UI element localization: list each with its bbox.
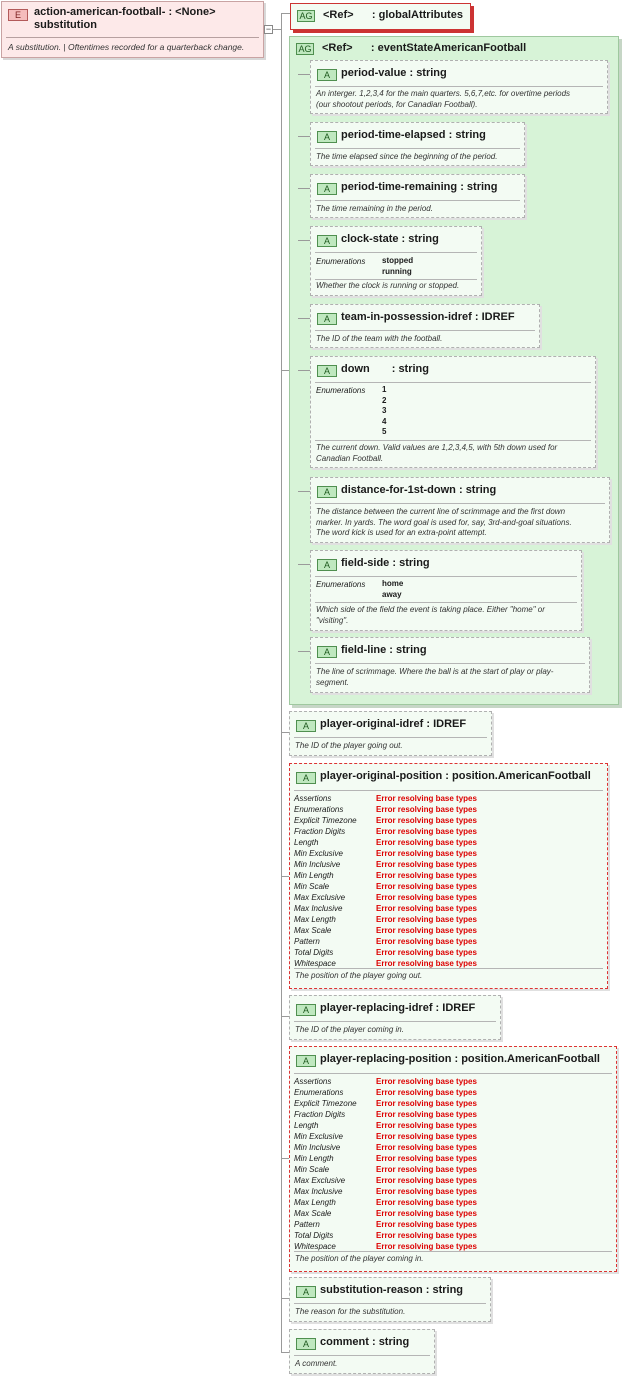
facet-label: Enumerations	[294, 805, 344, 814]
description-line: Canadian Football.	[316, 453, 384, 463]
facet-label: Min Scale	[294, 882, 330, 891]
attribute-field-line[interactable]	[310, 637, 590, 693]
description-line: "visiting".	[316, 615, 349, 625]
attribute-badge-icon: A	[317, 646, 337, 658]
attribute-name	[341, 67, 447, 79]
attribute-description: The position of the player going out.	[295, 971, 423, 980]
connector-h-player-original-position	[281, 876, 289, 877]
attribute-description	[316, 152, 520, 163]
attribute-type-text: : string	[389, 644, 427, 656]
facet-error: Error resolving base types	[376, 827, 477, 836]
attribute-separator	[294, 790, 603, 791]
connector-h-global	[281, 13, 290, 14]
attribute-name	[320, 1053, 600, 1065]
enumeration-value: 5	[382, 427, 387, 436]
facet-label: Max Inclusive	[294, 904, 343, 913]
attribute-type-text: : string	[392, 557, 430, 569]
attribute-name-text: period-time-elapsed	[341, 129, 446, 141]
root-element-title-line2: substitution	[34, 19, 97, 31]
facet-error: Error resolving base types	[376, 1198, 477, 1207]
facet-error: Error resolving base types	[376, 1242, 477, 1251]
facet-error: Error resolving base types	[376, 915, 477, 924]
description-line: Which side of the field the event is taking place. Either "home" or	[316, 605, 545, 614]
facet-label: Explicit Timezone	[294, 816, 357, 825]
attribute-separator	[315, 86, 603, 87]
facet-label: Whitespace	[294, 1242, 336, 1251]
attribute-separator	[315, 602, 577, 603]
attribute-separator	[315, 663, 585, 664]
attribute-badge-icon: A	[296, 720, 316, 732]
attribute-name	[341, 557, 430, 569]
attribute-separator	[315, 503, 605, 504]
attribute-name	[320, 1002, 475, 1014]
attribute-comment[interactable]	[289, 1329, 435, 1374]
attribute-name-text: period-time-remaining	[341, 181, 458, 193]
facet-label: Pattern	[294, 1220, 320, 1229]
description-line: The ID of the team with the football.	[316, 334, 443, 343]
facet-error: Error resolving base types	[376, 1220, 477, 1229]
attribute-separator	[294, 968, 603, 969]
attribute-name	[341, 311, 515, 323]
element-badge-icon: E	[8, 9, 28, 21]
description-line: The line of scrimmage. Where the ball is at the start of play or play-	[316, 667, 554, 676]
root-element-title	[34, 6, 216, 32]
facet-labels	[294, 793, 357, 969]
attribute-type-text: : position.AmericanFootball	[445, 770, 591, 782]
facet-error: Error resolving base types	[376, 838, 477, 847]
facet-label: Assertions	[294, 794, 332, 803]
facet-label: Max Inclusive	[294, 1187, 343, 1196]
facet-label: Length	[294, 838, 319, 847]
attribute-name-text: period-value	[341, 67, 407, 79]
attribute-distance-for-1st-down[interactable]	[310, 477, 610, 543]
enumerations-label: Enumerations	[316, 386, 366, 395]
attribute-description	[316, 281, 477, 292]
attribute-badge-icon: A	[317, 235, 337, 247]
facet-label: Min Length	[294, 871, 334, 880]
attribute-name-text: comment	[320, 1336, 369, 1348]
attribute-badge-icon: A	[317, 131, 337, 143]
facet-error: Error resolving base types	[376, 1132, 477, 1141]
attribute-badge-icon: A	[296, 1004, 316, 1016]
facet-error: Error resolving base types	[376, 860, 477, 869]
attribute-separator	[315, 576, 577, 577]
attribute-description	[316, 443, 591, 464]
description-line: The time remaining in the period.	[316, 204, 433, 213]
connector-h-period-time-elapsed	[298, 136, 310, 137]
facet-label: Min Scale	[294, 1165, 330, 1174]
description-line: The word kick is used for an extra-point attempt.	[316, 528, 487, 537]
connector-h-player-original-idref	[281, 732, 289, 733]
event-state-title: <Ref> : eventStateAmericanFootball	[322, 42, 527, 54]
attribute-badge-icon: A	[317, 486, 337, 498]
enumeration-values	[382, 579, 403, 600]
collapse-toggle-button[interactable]	[264, 25, 273, 34]
connector-h-player-replacing-idref	[281, 1016, 289, 1017]
attribute-description: The reason for the substitution.	[295, 1307, 406, 1316]
enumeration-value: running	[382, 266, 412, 276]
attribute-description: The ID of the player coming in.	[295, 1025, 404, 1034]
attribute-badge-icon: A	[296, 772, 316, 784]
attribute-type-text: : IDREF	[474, 311, 515, 323]
attribute-name-text: down	[341, 363, 370, 375]
facet-error: Error resolving base types	[376, 893, 477, 902]
facet-error: Error resolving base types	[376, 926, 477, 935]
facet-label: Min Inclusive	[294, 1143, 341, 1152]
attribute-description	[316, 507, 605, 539]
facet-error: Error resolving base types	[376, 882, 477, 891]
attribute-name-text: player-replacing-position	[320, 1053, 452, 1065]
facet-error: Error resolving base types	[376, 849, 477, 858]
facet-error: Error resolving base types	[376, 1099, 477, 1108]
attribute-separator	[294, 1073, 612, 1074]
attribute-name-text: player-replacing-idref	[320, 1002, 433, 1014]
facet-error: Error resolving base types	[376, 1143, 477, 1152]
attribute-clock-state[interactable]	[310, 226, 482, 296]
connector-h-field-line	[298, 651, 310, 652]
facet-label: Min Exclusive	[294, 1132, 343, 1141]
attribute-name-text: field-side	[341, 557, 390, 569]
description-line: Whether the clock is running or stopped.	[316, 281, 460, 290]
attribute-description	[316, 667, 585, 688]
attribute-badge-icon: A	[317, 183, 337, 195]
facet-error: Error resolving base types	[376, 1165, 477, 1174]
attribute-type-text: : position.AmericanFootball	[454, 1053, 600, 1065]
facet-label: Min Inclusive	[294, 860, 341, 869]
facet-label: Total Digits	[294, 1231, 334, 1240]
attribute-separator	[315, 200, 520, 201]
attribute-name	[341, 129, 486, 141]
connector-h-period-value	[298, 74, 310, 75]
attribute-name	[320, 1336, 409, 1348]
attribute-separator	[294, 737, 487, 738]
attribute-separator	[315, 279, 477, 280]
attribute-period-time-elapsed[interactable]	[310, 122, 525, 166]
facet-values	[376, 793, 477, 969]
attribute-player-original-idref[interactable]	[289, 711, 492, 756]
enumerations-label: Enumerations	[316, 580, 366, 589]
enumeration-value: stopped	[382, 256, 414, 265]
attribute-type-text: : string	[448, 129, 486, 141]
attribute-separator	[315, 252, 477, 253]
connector-spine	[281, 13, 282, 1352]
global-attributes-group[interactable]	[290, 3, 471, 30]
facet-error: Error resolving base types	[376, 948, 477, 957]
attribute-type-text: : IDREF	[435, 1002, 476, 1014]
description-line: segment.	[316, 677, 349, 687]
attribute-separator	[294, 1021, 496, 1022]
attribute-type-text: : string	[458, 484, 497, 496]
facet-error: Error resolving base types	[376, 1176, 477, 1185]
attribute-type-text: : string	[401, 233, 439, 245]
root-element-description: A substitution. | Oftentimes recorded for a quarterback change.	[8, 42, 245, 52]
attribute-type-text: : string	[425, 1284, 464, 1296]
connector-h-player-replacing-position	[281, 1158, 289, 1159]
attribute-badge-icon: A	[296, 1286, 316, 1298]
facet-label: Total Digits	[294, 948, 334, 957]
enumeration-value: away	[382, 589, 402, 599]
facet-label: Max Exclusive	[294, 893, 346, 902]
enumerations-label: Enumerations	[316, 257, 366, 266]
facet-label: Enumerations	[294, 1088, 344, 1097]
attribute-player-replacing-idref[interactable]	[289, 995, 501, 1040]
facet-error: Error resolving base types	[376, 805, 477, 814]
attribute-name-text: team-in-possession-idref	[341, 311, 472, 323]
attribute-separator	[315, 440, 591, 441]
attribute-description: The position of the player coming in.	[295, 1254, 424, 1263]
attribute-player-original-position[interactable]	[289, 763, 608, 989]
facet-label: Explicit Timezone	[294, 1099, 357, 1108]
attribute-badge-icon: A	[317, 69, 337, 81]
enumeration-values	[382, 256, 413, 277]
facet-label: Max Scale	[294, 1209, 332, 1218]
attribute-separator	[315, 330, 535, 331]
attribute-name	[341, 181, 497, 193]
facet-label: Max Scale	[294, 926, 332, 935]
attribute-name-text: distance-for-1st-down	[341, 484, 456, 496]
attribute-description	[316, 204, 520, 215]
facet-label: Assertions	[294, 1077, 332, 1086]
description-line: The distance between the current line of scrimmage and the first down	[316, 507, 566, 516]
attribute-badge-icon: A	[317, 313, 337, 325]
attribute-separator	[294, 1303, 486, 1304]
root-element[interactable]	[1, 1, 264, 58]
connector-h-substitution-reason	[281, 1298, 289, 1299]
attribute-type-text: : string	[391, 363, 429, 375]
description-line: (our shootout periods, for Canadian Football).	[316, 99, 478, 109]
facet-error: Error resolving base types	[376, 959, 477, 968]
connector-h-distance	[298, 491, 310, 492]
description-line: marker. In yards. The word goal is used for, say, 3rd-and-goal situations.	[316, 517, 572, 527]
attribute-field-side[interactable]	[310, 550, 582, 631]
facet-error: Error resolving base types	[376, 1121, 477, 1130]
facet-error: Error resolving base types	[376, 1110, 477, 1119]
collapse-toggle-symbol: −	[265, 24, 272, 34]
facet-label: Whitespace	[294, 959, 336, 968]
facet-label: Max Length	[294, 1198, 336, 1207]
attribute-description	[316, 334, 535, 345]
enumeration-value: 1	[382, 385, 387, 394]
facet-values	[376, 1076, 477, 1252]
attribute-badge-icon: A	[296, 1055, 316, 1067]
facet-label: Min Length	[294, 1154, 334, 1163]
attribute-name-text: substitution-reason	[320, 1284, 423, 1296]
connector-h-team-in-possession	[298, 318, 310, 319]
description-line: The time elapsed since the beginning of the period.	[316, 152, 498, 161]
attribute-description	[316, 605, 577, 626]
attribute-name	[320, 1284, 463, 1296]
connector-h-period-time-remaining	[298, 188, 310, 189]
facet-label: Max Exclusive	[294, 1176, 346, 1185]
connector-stub	[273, 29, 281, 30]
facet-error: Error resolving base types	[376, 1154, 477, 1163]
attribute-player-replacing-position[interactable]	[289, 1046, 617, 1272]
description-line: The current down. Valid values are 1,2,3,4,5, with 5th down used for	[316, 443, 558, 452]
facet-error: Error resolving base types	[376, 816, 477, 825]
facet-label: Length	[294, 1121, 319, 1130]
facet-label: Fraction Digits	[294, 827, 346, 836]
description-line: An interger. 1,2,3,4 for the main quarters. 5,6,7,etc. for overtime periods	[316, 89, 571, 98]
attribute-type-text: : IDREF	[426, 718, 467, 730]
enumeration-value: 3	[382, 406, 387, 415]
facet-error: Error resolving base types	[376, 794, 477, 803]
attribute-name-text: clock-state	[341, 233, 399, 245]
enumeration-value: home	[382, 579, 404, 588]
attribute-name	[341, 644, 427, 656]
attribute-name	[341, 484, 496, 496]
global-attributes-title: <Ref> : globalAttributes	[323, 9, 463, 21]
attribute-separator	[315, 382, 591, 383]
enumeration-values	[382, 385, 386, 438]
facet-error: Error resolving base types	[376, 904, 477, 913]
attribute-separator	[294, 1355, 430, 1356]
facet-label: Fraction Digits	[294, 1110, 346, 1119]
attribute-period-time-remaining[interactable]	[310, 174, 525, 218]
attribute-badge-icon: A	[317, 365, 337, 377]
attribute-period-value[interactable]	[310, 60, 608, 114]
connector-h-clock-state	[298, 240, 310, 241]
attribute-substitution-reason[interactable]	[289, 1277, 491, 1322]
attribute-badge-icon: A	[317, 559, 337, 571]
facet-label: Max Length	[294, 915, 336, 924]
attribute-name-text: player-original-position	[320, 770, 443, 782]
facet-label: Min Exclusive	[294, 849, 343, 858]
attribute-badge-icon: A	[296, 1338, 316, 1350]
attribute-separator	[315, 148, 520, 149]
connector-h-comment	[281, 1352, 289, 1353]
enumeration-value: 4	[382, 416, 387, 426]
connector-h-down	[298, 370, 310, 371]
attribute-group-badge-icon: AG	[297, 10, 315, 22]
facet-labels	[294, 1076, 357, 1252]
enumeration-value: 2	[382, 395, 387, 405]
attribute-group-badge-icon: AG	[296, 43, 314, 55]
facet-error: Error resolving base types	[376, 1088, 477, 1097]
connector-h-event-state	[281, 370, 289, 371]
attribute-type-text: : string	[409, 67, 447, 79]
attribute-name-text: player-original-idref	[320, 718, 424, 730]
attribute-description: A comment.	[295, 1359, 338, 1368]
facet-error: Error resolving base types	[376, 937, 477, 946]
facet-error: Error resolving base types	[376, 1187, 477, 1196]
attribute-name-text: field-line	[341, 644, 387, 656]
facet-error: Error resolving base types	[376, 1077, 477, 1086]
root-separator	[6, 37, 259, 38]
attribute-team-in-possession-idref[interactable]	[310, 304, 540, 348]
facet-error: Error resolving base types	[376, 1231, 477, 1240]
facet-label: Pattern	[294, 937, 320, 946]
root-element-title-line1: action-american-football- : <None>	[34, 6, 216, 18]
attribute-type-text: : string	[371, 1336, 410, 1348]
facet-error: Error resolving base types	[376, 871, 477, 880]
attribute-name	[341, 363, 429, 375]
facet-error: Error resolving base types	[376, 1209, 477, 1218]
connector-h-field-side	[298, 564, 310, 565]
attribute-separator	[294, 1251, 612, 1252]
attribute-name	[320, 718, 466, 730]
attribute-description	[316, 89, 603, 110]
attribute-name	[320, 770, 591, 782]
attribute-name	[341, 233, 439, 245]
attribute-type-text: : string	[460, 181, 498, 193]
attribute-description: The ID of the player going out.	[295, 741, 403, 750]
attribute-down[interactable]	[310, 356, 596, 468]
